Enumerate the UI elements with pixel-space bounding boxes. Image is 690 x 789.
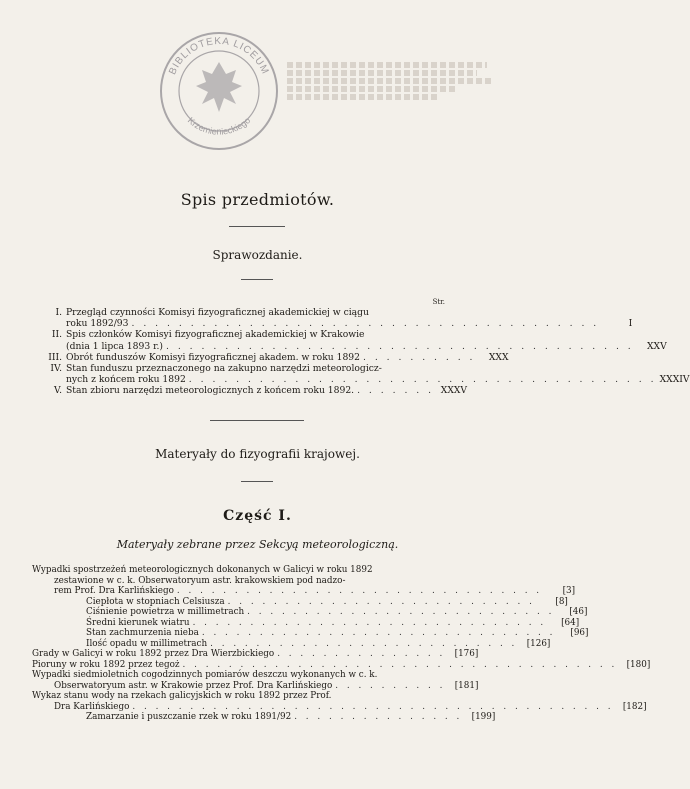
list-item: Ciśnienie powietrza w millimetrach . . . . . . . . . . . . . . . . . . . . . . . . . . . [46] xyxy=(86,607,588,617)
list-item: Stan zachmurzenia nieba . . . . . . . . . . . . . . . . . . . . . . . . . . . . . . . [96] xyxy=(86,628,589,638)
part-heading: Część I. xyxy=(223,508,292,524)
toc-sprawozdanie xyxy=(36,307,690,397)
list-item: Wypadki spostrzeżeń meteorologicznych dokonanych w Galicyi w roku 1892 zestawione w c. k. Obserwatoryum astr. krakowskiem pod nadzo- rem Prof. Dra Karlińskiego . . . . . . . . . . . . . . . . . . . . . . . . . . . . . . . . [3] xyxy=(32,565,576,596)
bleed-through-text xyxy=(287,62,497,102)
list-item: Średni kierunek wiatru . . . . . . . . . . . . . . . . . . . . . . . . . . . . . . . [64] xyxy=(86,617,580,628)
toc-item: IV. Stan funduszu przeznaczonego na zakupno narzędzi meteorologicz- nych z końcem roku 1892 . . . . . . . . . . . . . . . . . . . . . . . . . . . . . . . . . . . . . . . . XXXIV xyxy=(50,363,690,386)
list-item: Wypadki siedmioletnich cogodzinnych pomiarów deszczu wykonanych w c. k. Obserwatoryum astr. w Krakowie przez Prof. Dra Karlińskiego . . . . . . . . . . [181] xyxy=(32,670,479,691)
section-heading-materyaly: Materyały do fizyografii krajowej. xyxy=(155,447,360,461)
list-item: Ciepłota w stopniach Celsiusza . . . . . . . . . . . . . . . . . . . . . . . . . . . [8] xyxy=(86,596,568,607)
list-item: Ilość opadu w millimetrach . . . . . . . . . . . . . . . . . . . . . . . . . . . [126] xyxy=(86,638,551,649)
list-item: Wykaz stanu wody na rzekach galicyjskich w roku 1892 przez Prof. Dra Karlińskiego . . . . . . . . . . . . . . . . . . . . . . . . . . . . . . . . . . . . . . . . . . [182] xyxy=(32,691,647,712)
stamp-text-top: BIBLIOTEKA LICEUM xyxy=(167,35,271,77)
divider xyxy=(229,226,285,227)
list-item: Grady w Galicyi w roku 1892 przez Dra Wierzbickiego . . . . . . . . . . . . . . . [176] xyxy=(32,649,479,659)
divider xyxy=(241,481,273,482)
part-subheading: Materyały zebrane przez Sekcyą meteorologiczną. xyxy=(116,538,399,551)
toc-item: V. Stan zbioru narzędzi meteorologicznych z końcem roku 1892. . . . . . . . XXXV xyxy=(54,385,468,397)
list-item: Zamarzanie i puszczanie rzek w roku 1891/92 . . . . . . . . . . . . . . . [199] xyxy=(86,712,496,722)
list-item: Pioruny w roku 1892 przez tegoż . . . . . . . . . . . . . . . . . . . . . . . . . . . . . . . . . . . . . . [180] xyxy=(32,659,651,670)
page-column-label: Str. xyxy=(432,298,445,306)
svg-text:Krzemienieckiego xyxy=(186,115,253,136)
divider xyxy=(241,279,273,280)
toc-item: I. Przegląd czynności Komisyi fizyograficznej akademickiej w ciągu roku 1892/93 . . . . . . . . . . . . . . . . . . . . . . . . . . . . . . . . . . . . . . . . I xyxy=(55,307,633,330)
page-title: Spis przedmiotów. xyxy=(180,190,335,209)
toc-materyaly xyxy=(32,565,651,723)
toc-item: III. Obrót funduszów Komisyi fizyograficznej akadem. w roku 1892 . . . . . . . . . . XXX xyxy=(48,351,509,363)
divider xyxy=(210,420,304,421)
toc-item: II. Spis członków Komisyi fizyograficznej akademickiej w Krakowie (dnia 1 lipca 1893 r.) . . . . . . . . . . . . . . . . . . . . . . . . . . . . . . . . . . . . . . . . XXV xyxy=(51,329,667,352)
library-stamp xyxy=(158,30,280,152)
section-heading-sprawozdanie: Sprawozdanie. xyxy=(212,248,303,262)
stamp-text-bottom: Krzemienieckiego xyxy=(185,115,253,137)
